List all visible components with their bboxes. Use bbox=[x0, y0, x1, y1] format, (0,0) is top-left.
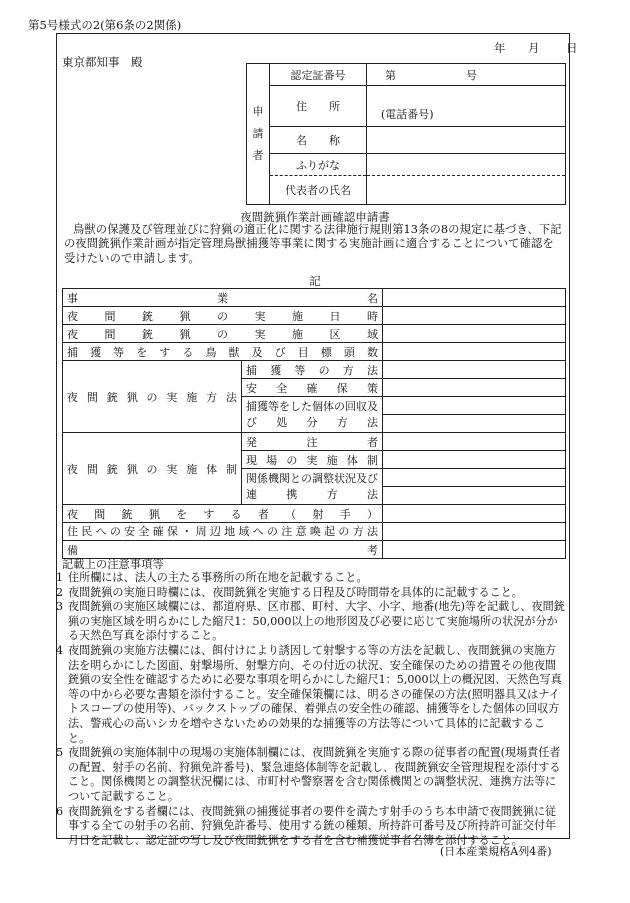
applicant-vertical-label bbox=[247, 64, 270, 205]
cert-no-suffix: 号 bbox=[466, 68, 477, 82]
note-number: 1 bbox=[56, 571, 64, 584]
remarks-field[interactable] bbox=[383, 541, 566, 559]
area-field[interactable] bbox=[383, 325, 566, 343]
project-name-field[interactable] bbox=[383, 289, 566, 307]
system-sub-3: 関係機関との調整状況及び連携方法 bbox=[242, 469, 383, 505]
note-number: 6 bbox=[56, 804, 64, 818]
representative-field[interactable] bbox=[367, 176, 566, 205]
area-label: 夜間銃猟の実施区域 bbox=[63, 325, 383, 343]
applicant-char-1: 申 bbox=[252, 105, 264, 118]
paper-spec: (日本産業規格A列4番) bbox=[440, 845, 552, 858]
notes-list bbox=[56, 571, 566, 848]
note-text: 夜間銃猟の実施体制中の現場の実施体制欄には、夜間銃猟を実施する際の従事者の配置(現場責任者の配置、射手の名前、狩猟免許番号)、緊急連絡体制等を記載し、夜間銃猟安全管理規程を添付すること。関係機関との調整状況欄には、市町村や警察署を含む関係機関との調整状況、連携方法等について記載すること。 bbox=[68, 746, 561, 803]
furigana-field[interactable] bbox=[367, 154, 566, 176]
notes-title: 記載上の注意事項等 bbox=[62, 558, 164, 571]
date-time-label: 夜間銃猟の実施日時 bbox=[63, 307, 383, 325]
remarks-label: 備考 bbox=[63, 541, 383, 559]
note-text: 住所欄には、法人の主たる事務所の所在地を記載すること。 bbox=[68, 571, 368, 584]
addressee: 東京都知事 殿 bbox=[62, 55, 143, 69]
note-text: 夜間銃猟の実施区域欄には、都道府県、区市郡、町村、大字、小字、地番(地先)等を記載し、夜間銃猟の実施区域を明らかにした縮尺1：50,000以上の地形図及び必要に応じて実施場所の状況が分かる天然色写真を添付すること。 bbox=[68, 600, 565, 643]
system-sub-2-field[interactable] bbox=[383, 451, 566, 469]
species-field[interactable] bbox=[383, 343, 566, 361]
shooter-field[interactable] bbox=[383, 505, 566, 523]
note-number: 5 bbox=[56, 746, 64, 760]
document-title: 夜間銃猟作業計画確認申請書 bbox=[240, 210, 390, 224]
method-sub-1: 捕獲等の方法 bbox=[242, 361, 383, 379]
note-text: 夜間銃猟の実施日時欄には、夜間銃猟を実施する日程及び時間帯を具体的に記載すること。 bbox=[68, 585, 523, 599]
system-sub-1-field[interactable] bbox=[383, 433, 566, 451]
applicant-char-3: 者 bbox=[252, 149, 264, 162]
date-time-field[interactable] bbox=[383, 307, 566, 325]
cert-no-prefix: 第 bbox=[385, 68, 396, 82]
method-sub-3: 捕獲等をした個体の回収及び処分方法 bbox=[242, 397, 383, 433]
note-number: 4 bbox=[56, 643, 64, 657]
system-sub-3-field-b[interactable] bbox=[383, 487, 566, 505]
note-number: 2 bbox=[56, 585, 64, 599]
note-item bbox=[56, 644, 566, 746]
name-field[interactable] bbox=[367, 127, 566, 154]
date-line bbox=[494, 40, 578, 56]
method-sub-1-field[interactable] bbox=[383, 361, 566, 379]
note-number: 3 bbox=[56, 600, 64, 614]
phone-label: (電話番号) bbox=[381, 108, 434, 121]
date-year: 年 bbox=[494, 41, 506, 55]
system-sub-1: 発注者 bbox=[242, 433, 383, 451]
caution-field[interactable] bbox=[383, 523, 566, 541]
date-day: 日 bbox=[566, 41, 578, 55]
applicant-table bbox=[246, 63, 566, 205]
ki-heading: 記 bbox=[309, 274, 321, 288]
intro-paragraph: 鳥獣の保護及び管理並びに狩猟の適正化に関する法律施行規則第13条の8の規定に基づき、下記の夜間銃猟作業計画が指定管理鳥獣捕獲等事業に関する実施計画に適合することについて確認を受けたいので申請します。 bbox=[64, 223, 562, 265]
representative-label: 代表者の氏名 bbox=[270, 176, 367, 205]
form-reference: 第5号様式の2(第6条の2関係) bbox=[28, 18, 182, 32]
system-sub-3-field[interactable] bbox=[383, 469, 566, 487]
cert-no-field[interactable] bbox=[367, 64, 566, 86]
applicant-char-2: 請 bbox=[252, 127, 264, 140]
note-item bbox=[56, 805, 566, 849]
method-sub-2: 安全確保策 bbox=[242, 379, 383, 397]
project-name-label: 事業名 bbox=[63, 289, 383, 307]
address-label: 住 所 bbox=[270, 86, 367, 127]
cert-no-label: 認定証番号 bbox=[270, 64, 367, 86]
items-table bbox=[62, 288, 566, 559]
note-text: 夜間銃猟の実施方法欄には、餌付けにより誘因して射撃する等の方法を記載し、夜間銃猟の実施方法を明らかにした図面、射撃場所、射撃方向、その付近の状況、安全確保のための措置その他夜間銃猟の安全性を確認するために必要な事項を明らかにした縮尺1：5,000以上の概況図、天然色写真等の中から必要な書類を添付すること。安全確保策欄には、明るさの確保の方法(照明器具又はナイトスコープの使用等)、バックストップの確保、着弾点の安全性の確認、捕獲等をした個体の回収方法、警戒心の高いシカを増やさないための効果的な捕獲等の方法等について具体的に記載すること。 bbox=[68, 643, 562, 745]
system-label: 夜間銃猟の実施体制 bbox=[63, 433, 242, 505]
caution-label: 住民への安全確保・周辺地域への注意喚起の方法 bbox=[63, 523, 383, 541]
note-item bbox=[56, 586, 566, 601]
furigana-label: ふりがな bbox=[270, 154, 367, 176]
method-sub-2-field[interactable] bbox=[383, 379, 566, 397]
date-month: 月 bbox=[528, 41, 540, 55]
name-label: 名 称 bbox=[270, 127, 367, 154]
method-sub-3-field[interactable] bbox=[383, 397, 566, 415]
method-label: 夜間銃猟の実施方法 bbox=[63, 361, 242, 433]
note-item bbox=[56, 571, 566, 586]
note-item bbox=[56, 600, 566, 644]
system-sub-2: 現場の実施体制 bbox=[242, 451, 383, 469]
note-text: 夜間銃猟をする者欄には、夜間銃猟の捕獲従事者の要件を満たす射手のうち本申請で夜間銃猟に従事する全ての射手の名前、狩猟免許番号、使用する銃の種類、所持許可番号及び所持許可証交付年月日を記載し、認定証の写し及び夜間銃猟をする者を含む補獲従事者名簿を添付すること。 bbox=[68, 804, 557, 847]
shooter-label: 夜間銃猟をする者（射手） bbox=[63, 505, 383, 523]
method-sub-3-field-b[interactable] bbox=[383, 415, 566, 433]
note-item bbox=[56, 746, 566, 804]
species-label: 捕獲等をする鳥獣及び目標頭数 bbox=[63, 343, 383, 361]
address-field[interactable] bbox=[367, 86, 566, 127]
